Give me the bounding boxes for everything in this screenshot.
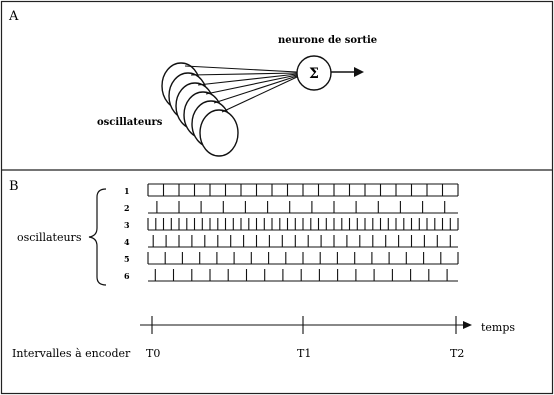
t2-label: T2 <box>450 347 465 360</box>
t1-label: T1 <box>297 347 312 360</box>
row-label: 1 <box>124 186 130 196</box>
figure-frame <box>2 2 553 394</box>
row-label: 4 <box>124 237 130 247</box>
oscillators-label-b: oscillateurs <box>17 231 82 244</box>
intervals-label: Intervalles à encoder <box>12 347 131 360</box>
oscillators-brace <box>89 189 106 285</box>
output-arrowhead <box>354 67 364 77</box>
t0-label: T0 <box>146 347 161 360</box>
panel-b <box>9 179 515 360</box>
row-labels <box>124 186 130 281</box>
row-label: 5 <box>124 254 130 264</box>
panel-a <box>8 9 377 156</box>
row-label: 3 <box>124 220 130 230</box>
row-label: 2 <box>124 203 130 213</box>
output-neuron-label: neurone de sortie <box>278 35 378 46</box>
sum-symbol: Σ <box>309 66 319 82</box>
time-axis-arrowhead <box>463 321 472 329</box>
panel-a-letter: A <box>9 9 19 24</box>
time-axis-label: temps <box>481 321 516 334</box>
spike-rows <box>148 184 458 281</box>
panel-b-letter: B <box>9 179 19 194</box>
oscillators-label-a: oscillateurs <box>97 117 163 128</box>
row-label: 6 <box>124 271 130 281</box>
